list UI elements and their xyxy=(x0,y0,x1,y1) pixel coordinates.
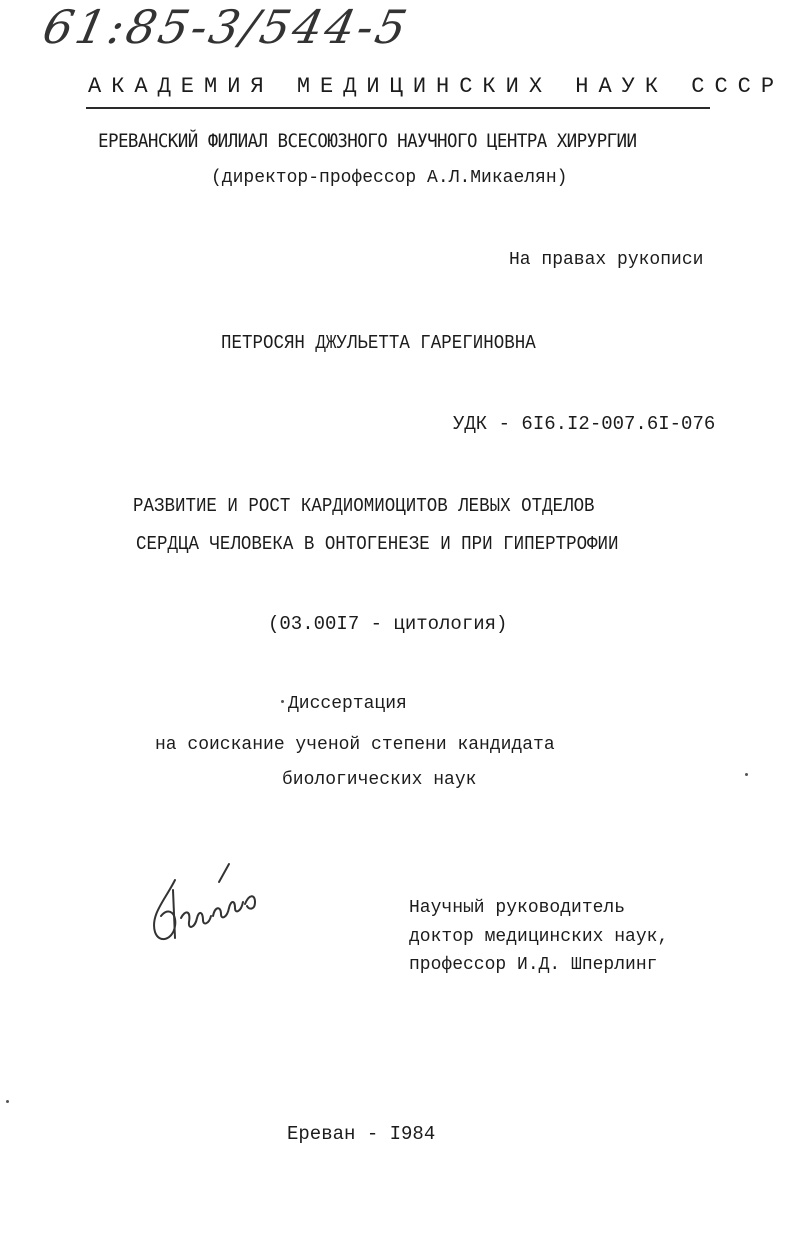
specialty-code: (03.00I7 - цитология) xyxy=(268,613,508,635)
branch-name: ЕРЕВАНСКИЙ ФИЛИАЛ ВСЕСОЮЗНОГО НАУЧНОГО ЦЕНТРА ХИРУРГИИ xyxy=(98,130,637,152)
supervisor-title: Научный руководитель xyxy=(409,898,626,918)
author-name: ПЕТРОСЯН ДЖУЛЬЕТТА ГАРЕГИНОВНА xyxy=(221,332,536,354)
handwritten-signature xyxy=(145,860,265,950)
degree-line: на соискание ученой степени кандидата xyxy=(155,735,555,755)
academy-heading: АКАДЕМИЯ МЕДИЦИНСКИХ НАУК СССР xyxy=(88,74,785,99)
dissertation-title-line-1: РАЗВИТИЕ И РОСТ КАРДИОМИОЦИТОВ ЛЕВЫХ ОТДЕЛОВ xyxy=(133,495,595,517)
degree-field-line: биологических наук xyxy=(282,770,477,790)
manuscript-note: На правах рукописи xyxy=(509,250,704,270)
city-year: Ереван - I984 xyxy=(287,1123,436,1145)
udc-code: УДК - 6I6.I2-007.6I-076 xyxy=(453,413,716,435)
supervisor-name: профессор И.Д. Шперлинг xyxy=(409,955,658,975)
director-line: (директор-профессор А.Л.Микаелян) xyxy=(211,168,568,188)
handwritten-archive-number: 61:85-3/544-5 xyxy=(38,0,415,54)
speck xyxy=(281,700,284,703)
supervisor-degree: доктор медицинских наук, xyxy=(409,927,669,947)
dissertation-label: Диссертация xyxy=(288,694,407,714)
speck xyxy=(6,1100,9,1103)
speck xyxy=(745,773,748,776)
dissertation-title-line-2: СЕРДЦА ЧЕЛОВЕКА В ОНТОГЕНЕЗЕ И ПРИ ГИПЕРТРОФИИ xyxy=(136,533,619,555)
header-divider xyxy=(86,107,710,109)
